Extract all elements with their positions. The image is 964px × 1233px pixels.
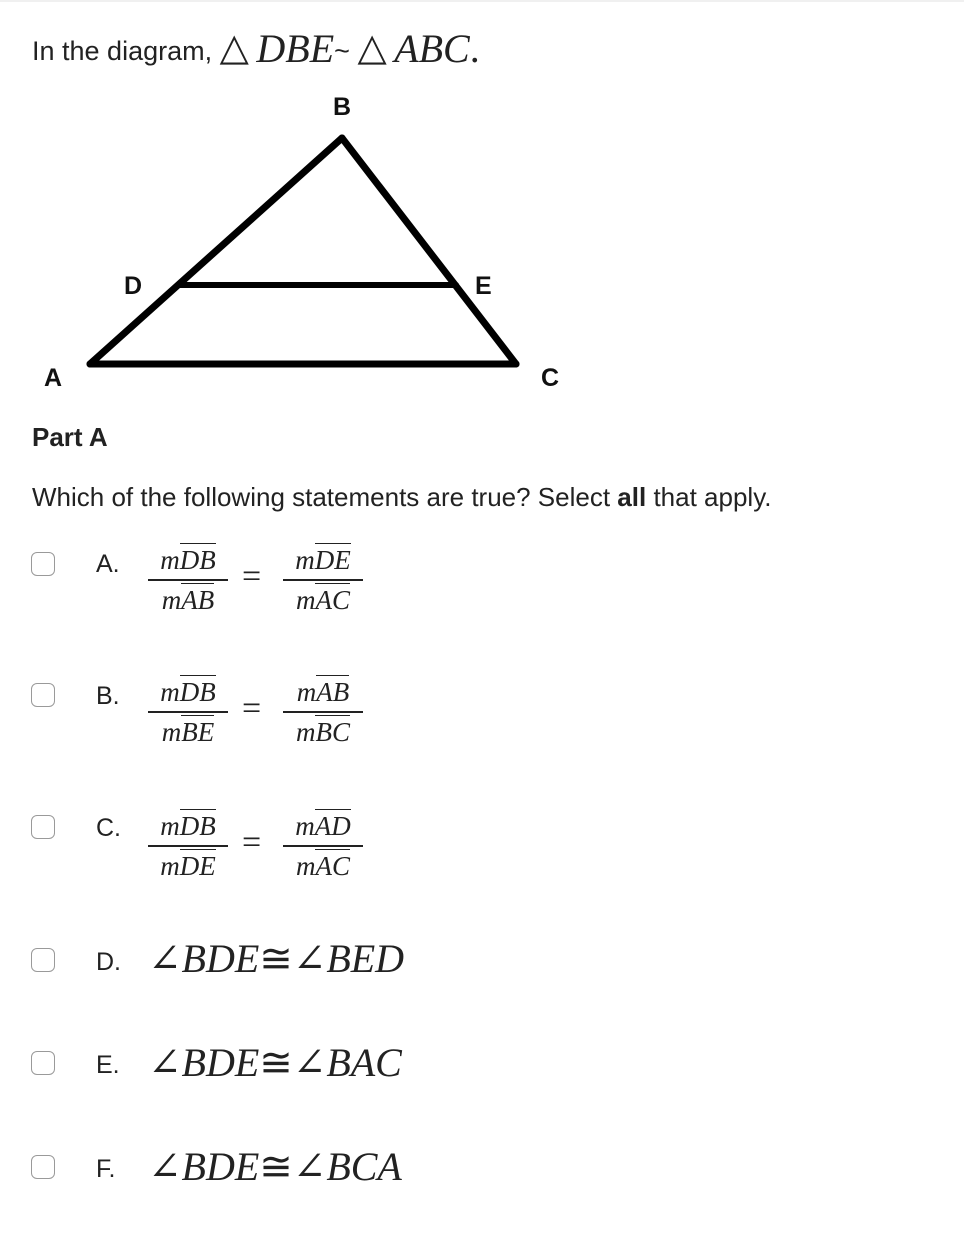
question-text-bold: all	[617, 482, 647, 512]
left-angle-name: BDE	[181, 936, 260, 981]
vertex-label-c: C	[541, 364, 560, 392]
part-title: Part A	[32, 422, 108, 452]
left-angle-name: BDE	[181, 1040, 260, 1085]
triangle-symbol: △	[357, 27, 387, 69]
left-denominator	[148, 848, 228, 884]
vertex-label-a: A	[44, 364, 63, 392]
angle-symbol: ∠	[292, 936, 327, 981]
left-numerator	[148, 542, 228, 578]
segment-name: BE	[181, 717, 215, 747]
segment-ab	[90, 138, 342, 364]
option-c[interactable]	[0, 806, 964, 896]
measure-symbol: m	[295, 811, 315, 841]
similar-symbol: ~	[334, 36, 350, 66]
right-denominator	[283, 582, 363, 618]
congruent-symbol: ≅	[259, 1144, 293, 1189]
top-divider	[0, 0, 964, 2]
option-letter: A.	[96, 550, 120, 578]
question-prompt	[32, 482, 771, 513]
intro-period: .	[469, 26, 480, 71]
equals-sign: =	[242, 558, 262, 595]
option-letter: C.	[96, 814, 121, 842]
angle-symbol: ∠	[292, 1040, 327, 1085]
measure-symbol: m	[295, 851, 316, 881]
left-denominator	[148, 714, 228, 750]
measure-symbol: m	[160, 677, 180, 707]
right-denominator	[283, 848, 363, 884]
right-angle-name: BED	[326, 936, 405, 981]
measure-symbol: m	[160, 851, 180, 881]
segment-name: AC	[315, 851, 350, 881]
left-fraction	[148, 808, 228, 884]
measure-symbol: m	[295, 545, 315, 575]
angle-symbol: ∠	[148, 1144, 182, 1189]
right-fraction	[283, 808, 363, 884]
segment-name: DB	[179, 811, 216, 841]
fraction-bar	[148, 711, 228, 713]
segment-name: AB	[181, 585, 215, 615]
fraction-bar	[283, 711, 363, 713]
left-fraction	[148, 674, 228, 750]
angle-symbol: ∠	[148, 1040, 182, 1085]
segment-name: DE	[179, 851, 216, 881]
option-a-checkbox[interactable]	[31, 552, 55, 576]
segment-name: DB	[179, 545, 216, 575]
right-angle-name: BCA	[326, 1144, 402, 1189]
option-b-checkbox[interactable]	[31, 683, 55, 707]
left-angle-name: BDE	[181, 1144, 260, 1189]
left-denominator	[148, 582, 228, 618]
option-f-checkbox[interactable]	[31, 1155, 55, 1179]
angle-symbol: ∠	[148, 936, 182, 981]
right-numerator	[283, 808, 363, 844]
right-angle-name: BAC	[326, 1040, 402, 1085]
option-e[interactable]	[0, 1039, 964, 1129]
angle-statement	[148, 1143, 402, 1190]
option-a[interactable]	[0, 540, 964, 630]
right-numerator	[283, 542, 363, 578]
angle-statement	[148, 1039, 402, 1086]
left-numerator	[148, 674, 228, 710]
measure-symbol: m	[161, 717, 182, 747]
intro-text: In the diagram,	[32, 36, 213, 66]
equals-sign: =	[242, 824, 262, 861]
option-d[interactable]	[0, 935, 964, 1025]
segment-name: DE	[314, 545, 351, 575]
congruent-symbol: ≅	[259, 1040, 293, 1085]
option-b[interactable]	[0, 672, 964, 762]
segment-name: BC	[315, 717, 350, 747]
option-letter: D.	[96, 948, 121, 976]
segment-name: AD	[314, 811, 351, 841]
second-triangle-name: ABC	[394, 26, 470, 71]
segment-name: AC	[315, 585, 350, 615]
option-letter: F.	[96, 1155, 116, 1183]
measure-symbol: m	[295, 717, 316, 747]
fraction-bar	[148, 845, 228, 847]
left-numerator	[148, 808, 228, 844]
option-d-checkbox[interactable]	[31, 948, 55, 972]
congruent-symbol: ≅	[259, 936, 293, 981]
measure-symbol: m	[161, 585, 182, 615]
angle-symbol: ∠	[292, 1144, 327, 1189]
vertex-label-b: B	[333, 93, 352, 121]
fraction-bar	[148, 579, 228, 581]
right-fraction	[283, 674, 363, 750]
first-triangle-name: DBE	[256, 26, 335, 71]
angle-statement	[148, 935, 404, 982]
fraction-bar	[283, 845, 363, 847]
measure-symbol: m	[295, 585, 316, 615]
measure-symbol: m	[160, 545, 180, 575]
question-text-end: that apply.	[646, 482, 772, 512]
right-denominator	[283, 714, 363, 750]
vertex-label-d: D	[124, 272, 143, 300]
question-text-start: Which of the following statements are true? Select	[32, 482, 618, 512]
equals-sign: =	[242, 690, 262, 727]
segment-name: AB	[316, 677, 350, 707]
measure-symbol: m	[160, 811, 180, 841]
right-fraction	[283, 542, 363, 618]
option-f[interactable]	[0, 1143, 964, 1233]
option-e-checkbox[interactable]	[31, 1051, 55, 1075]
vertex-label-e: E	[475, 272, 492, 300]
measure-symbol: m	[296, 677, 317, 707]
intro-statement	[32, 22, 480, 77]
segment-name: DB	[179, 677, 216, 707]
left-fraction	[148, 542, 228, 618]
option-c-checkbox[interactable]	[31, 815, 55, 839]
option-letter: B.	[96, 682, 120, 710]
fraction-bar	[283, 579, 363, 581]
option-letter: E.	[96, 1051, 120, 1079]
triangle-symbol: △	[219, 27, 249, 69]
right-numerator	[283, 674, 363, 710]
triangle-diagram	[0, 80, 600, 410]
segment-bc	[342, 138, 516, 364]
